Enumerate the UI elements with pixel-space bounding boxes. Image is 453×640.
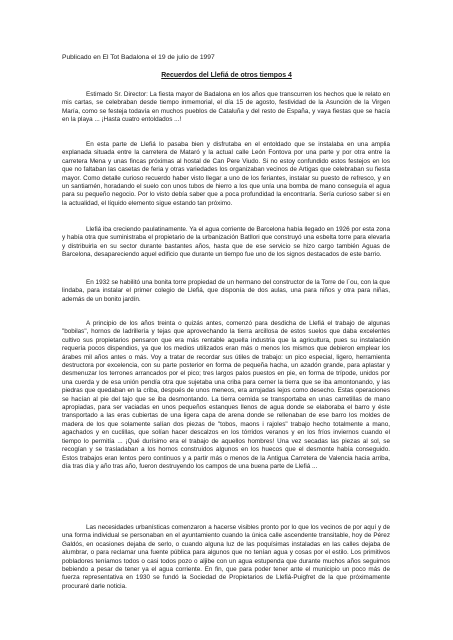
publication-note: Publicado en El Tot Badalona el 19 de julio de 1997 [62, 54, 215, 61]
paragraph-fiesta-mayor: Estimado Sr. Director: La fiesta mayor de Badalona en los años que transcurren los hechos que le relato en mis cartas, se celebraban desde tiempo inmemorial, el día 15 de agosto, festividad de la Asunción de la Virgen María, como se festeja todavía en muchos pueblos de Cataluña y del resto de España, y vaya fiestas que se hacía en la playa ... ¡Hasta cuatro entoldados ...! [62, 91, 390, 124]
paragraph-bobilas: A principio de los años treinta o quizás antes, comenzó para desdicha de Llefiá el trabajo de algunas "bobilas", hornos de ladrillería y tejas que aprovechando la tierra arcillosa de estos suelos que daba excelentes cultivo sus propietarios pensaron que era más rentable aquella industria que la agricultura, pues su instalación requería pocos dispendios, ya que los medios utilizados eran más o menos los mismos que debieron emplear los árabes mil años antes o más. Voy a tratar de recordar sus útiles de trabajo: un pico especial, ligero, herramienta destructora por excelencia, con su parte posterior en forma de pequeña hacha, un azadón grande, para aplastar y desmenuzar los terrones arrancados por el pico; tres largos palos puestos en pie, en forma de trípode, unidos por una cuerda y de esa unión pendía otra que sujetaba una criba para cerner la tierra que se iba amontonando, y las piedras que quedaban en la criba, después de unos meneos, era arrojadas lejos como desecho. Estas operaciones se hacían al pie del tajo que se iba desmontando. La tierra cernida se transportaba en unas carretillas de mano apropiadas, para ser vaciadas en unos pequeños estanques llenos de agua donde se elaboraba el barro y éste transportado a las eras cubiertas de una ligera capa de arena donde se rellenaban de ese barro los moldes de madera de los que solamente salían dos piezas de "tobos, maons i rajoles" trabajo hecho totalmente a mano, agachados y en cuclillas, que solían hacer descalzos en los tórridos veranos y en los fríos inviernos cuando el tiempo lo permitía ... ¡Qué durísimo era el trabajo de aquellos hombres! Una vez secadas las piezas al sol, se recogían y se trasladaban a los hornos construidos algunos en los huecos que el desmonte había conseguido. Estos trabajos eran lentos pero continuos y a partir más o menos de la Antigua Carretera de Valencia hacia arriba, día tras día y año tras año, fueron destruyendo los campos de una buena parte de Llefiá ... [62, 320, 390, 470]
paragraph-colegio: En 1932 se habilitó una bonita torre propiedad de un hermano del constructor de la Torre de l´ou, con la que lindaba, para instalar el primer colegio de Llefiá, que disponía de dos aulas, una para niños y otra para niñas, además de un bonito jardín. [62, 279, 390, 303]
paragraph-agua-corriente: Llefiá iba creciendo paulatinamente. Ya el agua corriente de Barcelona había llegado en 1926 por esta zona y había otra que suministraba el propietario de la urbanización Batllori que construyó una esbelta torre para elevarla y distribuirla en su sector durante bastantes años, hasta que de ese servicio se hizo cargo también Aguas de Barcelona, desapareciendo aquel edificio que durante un tiempo fue uno de los signos destacados de este barrio. [62, 226, 390, 259]
article-title: Recuerdos del Llefiá de otros tiempos 4 [161, 72, 292, 79]
paragraph-sociedad-propietarios: Las necesidades urbanísticas comenzaron a hacerse visibles pronto por lo que los vecinos de por aquí y de una forma individual se personaban en el ayuntamiento cuando la única calle ascendente transitable, hoy de Pérez Galdós, en ocasiones dejaba de serlo, o cuando alguna luz de las poquísimas instaladas en las calles dejaba de alumbrar, o para reclamar una fuente pública para algunos que no tenían agua y cosas por el estilo. Los primitivos pobladores teníamos todos o casi todos pozo o aljibe con un agua estupenda que durante muchos años seguimos bebiendo a pesar de tener ya el agua corriente. En fin, que para poder tener ante el municipio un poco más de fuerza representativa en 1930 se fundó la Sociedad de Propietarios de Llefiá-Puigfret de la que próximamente procuraré darle noticia. [62, 524, 390, 590]
paragraph-entoldado: En esta parte de Llefiá lo pasaba bien y disfrutaba en el entoldado que se instalaba en una amplia explanada situada entre la carretera de Mataró y la actual calle León Fontova por una parte y por otra entre la carretera Mena y unas fincas próximas al hostal de Can Pere Viudo. Si no estoy confundido estos festejos en los que no faltaban las casetas de feria y otras variedades los organizaban vecinos de Artigas que celebraban su fiesta mayor. Como detalle curioso recuerdo haber visto llegar a uno de los feriantes, instalar su puesto de refresco, y en un santiamén, horadando el suelo con unos tubos de hierro a los que unía una bomba de mano conseguía el agua para su pequeño negocio. Por lo visto debía saber que a poca profundidad la encontraría. Sería curioso saber si en la actualidad, el líquido elemento sigue estando tan próximo. [62, 141, 390, 207]
